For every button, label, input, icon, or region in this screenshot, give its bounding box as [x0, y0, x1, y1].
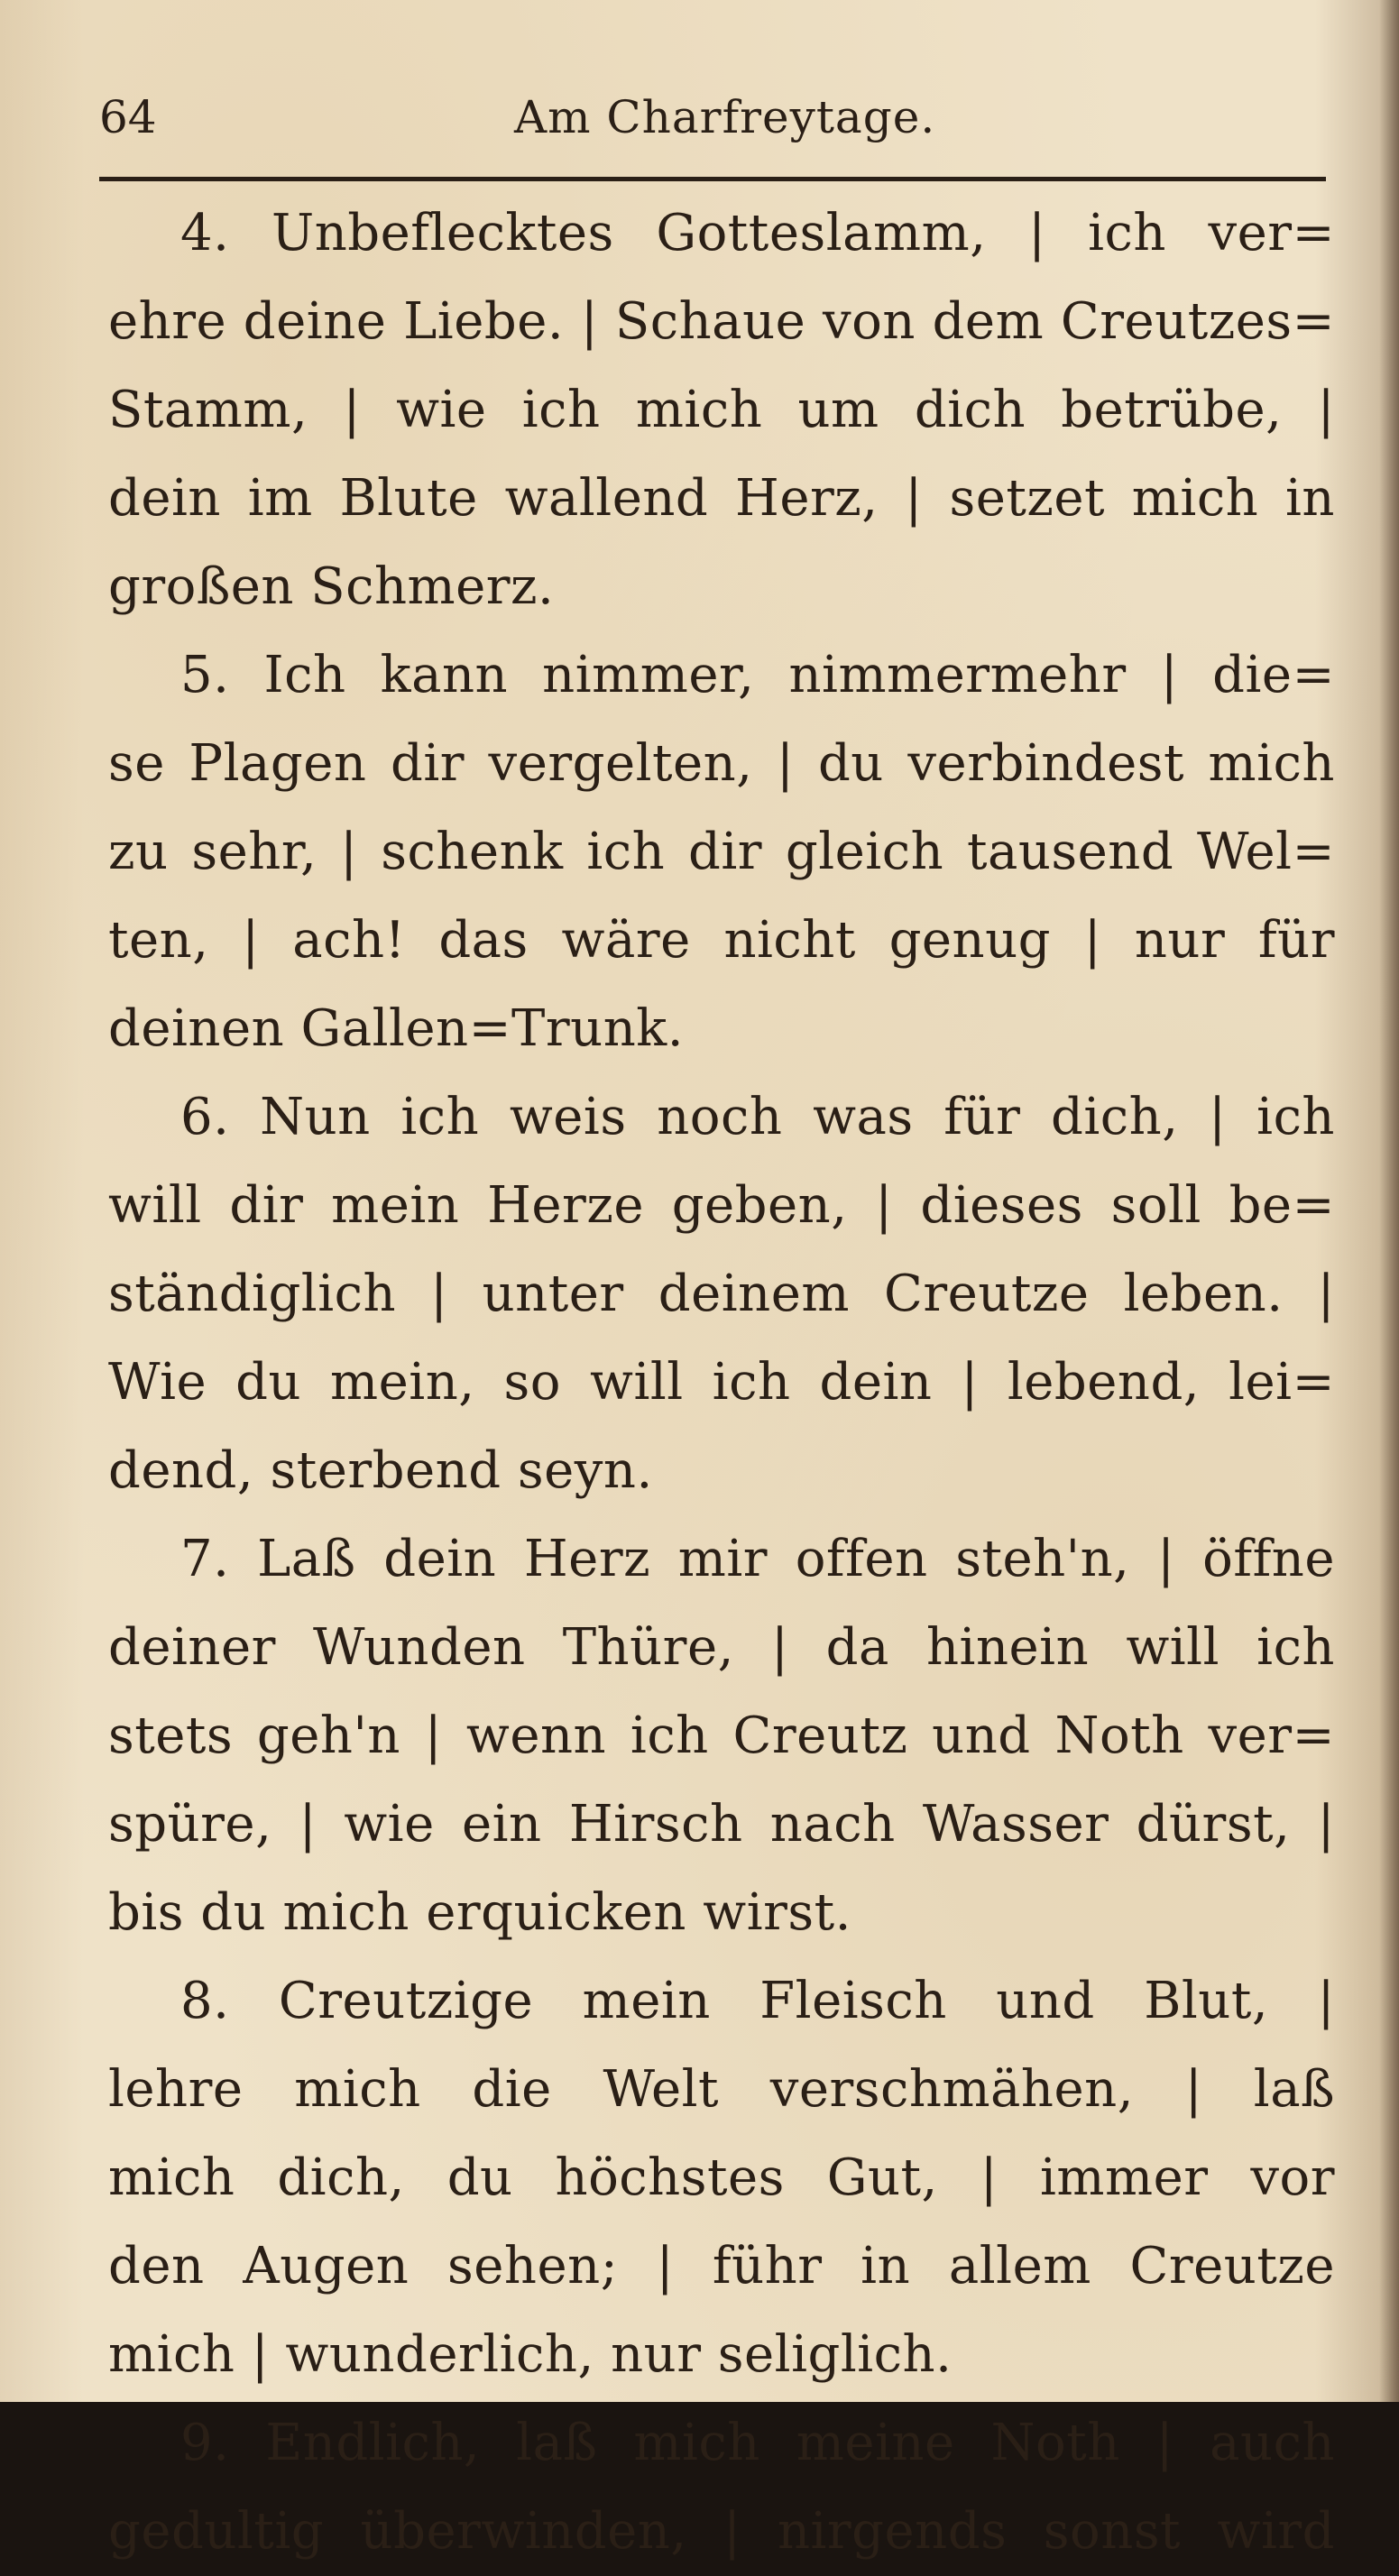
verse-7-line-2: deiner Wunden Thüre, | da hinein will ich	[108, 1618, 1335, 1677]
verse-7-line-3: stets geh'n | wenn ich Creutz und Noth ver=	[108, 1707, 1335, 1765]
verse-7-line-4: spüre, | wie ein Hirsch nach Wasser dürst, |	[108, 1795, 1335, 1854]
verse-4-line-2: ehre deine Liebe. | Schaue von dem Creutzes=	[108, 292, 1335, 351]
verse-6-line-5: dend, sterbend seyn.	[108, 1441, 653, 1500]
verse-5-line-4: ten, | ach! das wäre nicht genug | nur für	[108, 911, 1335, 970]
verse-9-line-2: gedultig überwinden, | nirgends sonst wird	[108, 2502, 1335, 2561]
verse-6-line-4: Wie du mein, so will ich dein | lebend, lei=	[108, 1353, 1335, 1412]
page-number: 64	[99, 91, 157, 143]
verse-5-line-3: zu sehr, | schenk ich dir gleich tausend Wel=	[108, 823, 1335, 881]
verse-7-line-5: bis du mich erquicken wirst.	[108, 1883, 851, 1942]
verse-8-line-1: 8. Creutzige mein Fleisch und Blut, |	[180, 1972, 1335, 2030]
verse-5-line-1: 5. Ich kann nimmer, nimmermehr | die=	[180, 646, 1335, 704]
verse-6-line-3: ständiglich | unter deinem Creutze leben. |	[108, 1265, 1335, 1323]
verse-5-line-2: se Plagen dir vergelten, | du verbindest mich	[108, 734, 1335, 793]
verse-7-line-1: 7. Laß dein Herz mir offen steh'n, | öffne	[180, 1530, 1335, 1588]
verse-6-line-2: will dir mein Herze geben, | dieses soll be=	[108, 1176, 1335, 1235]
verse-8-line-5: mich | wunderlich, nur seliglich.	[108, 2325, 953, 2384]
verse-4-line-3: Stamm, | wie ich mich um dich betrübe, |	[108, 381, 1335, 439]
running-head: Am Charfreytage.	[514, 91, 936, 143]
verse-4-line-4: dein im Blute wallend Herz, | setzet mich in	[108, 469, 1335, 528]
verse-4-line-1: 4. Unbeflecktes Gotteslamm, | ich ver=	[180, 204, 1335, 262]
header-rule	[99, 177, 1326, 181]
hymn-text	[108, 189, 1335, 2576]
verse-8-line-2: lehre mich die Welt verschmähen, | laß	[108, 2060, 1335, 2119]
verse-8-line-4: den Augen sehen; | führ in allem Creutze	[108, 2237, 1335, 2295]
verse-9-line-1: 9. Endlich, laß mich meine Noth | auch	[180, 2414, 1335, 2472]
verse-4-line-5: großen Schmerz.	[108, 557, 555, 616]
page-edge-shadow	[1379, 0, 1399, 2402]
verse-5-line-5: deinen Gallen=Trunk.	[108, 999, 685, 1058]
verse-6-line-1: 6. Nun ich weis noch was für dich, | ich	[180, 1088, 1335, 1146]
verse-8-line-3: mich dich, du höchstes Gut, | immer vor	[108, 2148, 1335, 2207]
page-header	[99, 86, 1326, 149]
